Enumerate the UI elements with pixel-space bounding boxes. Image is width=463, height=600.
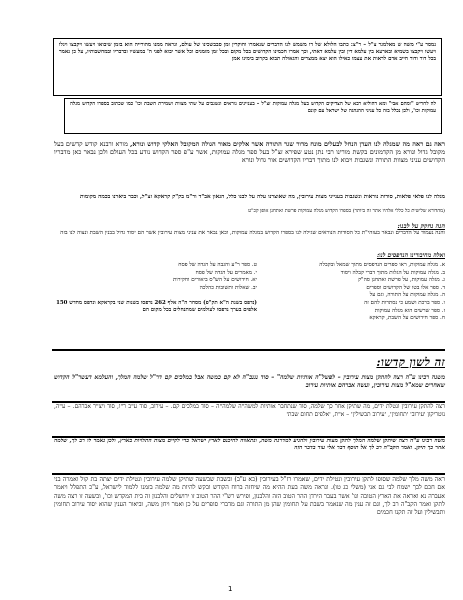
header-note-text: נמסר ע"י משה ש מאלמגר צ"ל – ר"צ: כתבו הלולא של דו משמש לנו הדברים שנאמרו וחוקרין זמן סבבשכינו של עולם, ונראה ממנו מהורייה הוא בזמן שיבואו ויעשו ויקבצו ויגלו ויעשו ויקבצו בשמיא ובארעא בין עלמא דין ובין עלמא דאתי, וכך אמרו חכמינו הקדושים בכל מקום ובכל זמן מזמנים וכל אשר יבוא לפני ה' במעשיו ובדבריו ובמחשבותיו, על כן נאמר בכל דור ודור חייב אדם לראות את עצמו כאילו הוא יצא ממצרים והגאולה תבוא בקרוב בימינו אמן: [59, 42, 436, 63]
dedication-box: [64, 98, 442, 134]
list-item: יב. שאלות ותשובות כהלכה: [199, 284, 257, 291]
explanation-paragraph: והנה נעמוד על הדברים ונבאר בעזהי"ת כל הסודות הנוראים שגילה לנו בספרו הקדוש במגלה עמוקות, וכאן נבאר את עניני מצות עירובין אשר הם יסוד גדול בבנין השבת ונצוה לנו בזה: [60, 230, 445, 236]
list-item: ז. ספר שרשים הוא מגלה עמוקות: [374, 307, 445, 314]
list-item: ד. ספר אלו בטו של הקדושים וספרים: [366, 284, 445, 291]
section-title: זה לשון קדשו:: [376, 355, 445, 369]
list-item: ו. ספר ברכת ושמע כי נסתרות להם זה: [364, 299, 445, 306]
source-note: (מהדורא שלישית כל כללי אלהיו אתר זה ביותר) בספרו הקדוש מגלה עמוקות פרשת ואתחנן אופן קכ"ט: [248, 208, 445, 214]
divider: [52, 349, 445, 351]
quote-block-1: משנה רבינו ע"ה רצה להתקן מצות עירובין – לפשל"ה אותיות שלמה" – סוד נגנב"ה לא קם כמשה אבל במלכים קם דר"ל שלמה המלך, והעלמא דעשר"ל הקדוש שאחרים שמא"ל מצות עירובין, ועשה אברהם אותיות עירוב: [54, 374, 445, 389]
commentary-paragraph-2: ראה משה מלך שלמה שסופו לתקן עירובין ונטילת ידים, שאמרו רז"ל בעירובין (כא ע"ב) ובשבת שבשעה שתיקן שלמה עירובין ונטילת ידים יצתה בת קול ואמרה בני אם חכם לבך ישמח לבי גם אני (משלי כג טו). ונראה משה בעת ההיא מה שיחזה ברוח הקודש ובקש להיות מה שלמה בזמנו ללמוד לישראל, ע"כ התפלל ויאמר אעברה נא ואראה את הארץ הטובה ונו' אשר בעבר הירדן ההר הטוב הזה והלבנון, ופירש רש"י ההר הטוב זו ירושלים והלבנון זה בית המקדש וכו', ובשעה זו רצה משה לתקן ואמר הקב"ה רב לך, וגם זה ענין מה שנאמר בשבת על תחומין שהן מן התורה וגם מדברי סופרים על כן ואמר ויחן משה, וביאור הענין שהוא יסוד עירוב תחומין ותבשילין ועל זה תקנו חכמים: [54, 476, 445, 517]
list-item: ט. ספר ר"ע והגבה על הגדה של פסח: [178, 262, 257, 268]
publications-list-right: [255, 262, 445, 323]
intro-bold-text: ראה גם ראה מה שמגלה לנו העדן הנחל לבעלים מונח מדור שגר התורה אשר אלקים מאור הגולה המקובל האלקי קדוש ונורא,: [130, 140, 445, 148]
list-item: ב. מגלה עמוקות על הגלות מתוך דברי קבלה ויסוד: [340, 269, 445, 276]
intro-paragraph: [54, 140, 445, 194]
divider: [52, 473, 445, 475]
print-note: (נדפס בשנת ה"א תק"פ) מסחר ה"ה אלף 262 נדפסו בשנות שני בקראקא ונדפס מחדש 150 אלפים בערך נדפסו לעולמים שמתנחלים בכל מקום הם: [56, 300, 257, 314]
commentary-paragraph-1: רצה להתקן עירובין ונטלת ידים, מה שתיקן אחר כך שלמה, סוד שנתחבר אותיות למשה"ה שלמה"ה – סוד במלכים קם. – עירוב, סוד ע"ב ר"ו, סוד ויצ"ר אברהם. – ע"ה, נוטריקון 'עירוב' 'תחומין', 'עירוב תבשילין' – א"ת, 'אלפים תחום שבת': [54, 404, 445, 418]
intro-text: מורא ורבנא קודש קדשים בעל מקובל גדול ונורא מן הקדמונים בקשת מורינו רבי נתן נטע שפירא זצ"ל בעל ספר מגלה עמוקות, אשר ע"פ ספר הקדוש נודע בכל העולם ולכן נבאר כאן מדבריו הקדושים עניני מצוות התורה ונשגבות ויבוא לנו מתוך דבריו הקדושים אור גדול ונורא: [54, 140, 445, 165]
list-item: יא. חידושים על הש"ס ביאורים וחקירות: [172, 277, 257, 284]
list-item: ה. מגלה עמוקות על התורה, וגם על: [369, 292, 445, 299]
page-number: 1: [228, 585, 233, 593]
list-item: ג. מגלה עמוקות, על פרשת ואתחנן סה"ק: [358, 277, 445, 284]
publications-list-left: [52, 262, 257, 292]
secrets-paragraph: מגלה לנו פלאי פלאות, סודות נוראות ונשגבות בענייני מצות עירובין, מה שאוצרנו עלה על לבנו כלל, הגאון אב"ד ור"מ בק"ק קראקא זצ"ל, וכבר ביארנו בכמה מקומות: [79, 194, 445, 200]
header-note-box: [53, 38, 442, 96]
publications-heading: ואלה מחיבורינו הנדפסים לנו:: [376, 252, 445, 259]
quote-block-2: משה רבינו ע"ה רצה שיתקן שלמה המלך לתקן מצות עירובין ולהגיע למדרגת משה, ונתאווה להיכנס לארץ ישראל כדי לקיים מצות התלויות בארץ, ולכן נאמר לו רב לך, שלמה אחר כך תיקן. ואמר הקב"ה רב לך אל תוסף דבר אלי עוד בדבר הזה: [54, 438, 445, 452]
list-item: י. מאמרים על הגדה של פסח: [195, 269, 257, 276]
list-item: א. מגלה עמוקות, ראו ספרים הנדפסים מתוך שמאל ובקבלה: [319, 262, 445, 268]
list-item: ח. ספר חידושים על השבת, קראקא: [369, 315, 445, 322]
section-heading-engraved: הנה נחקק על לבנו:: [397, 222, 445, 230]
dedication-text: לה לחריש "ומהם אבי" ומא דהוליא רבא של הצדיקים הקדוש בעל מגלה עמוקות זצ"ל – בעניינים נוראים ונשגבים על שתי מצוות ושמירת השבת וכו' כמו שכתוב בספרו הקדוש מגלה עמוקות וכו', ולכן נכלל בזה כל עניני ההנהגה של ישראל עם קונם: [70, 101, 436, 114]
